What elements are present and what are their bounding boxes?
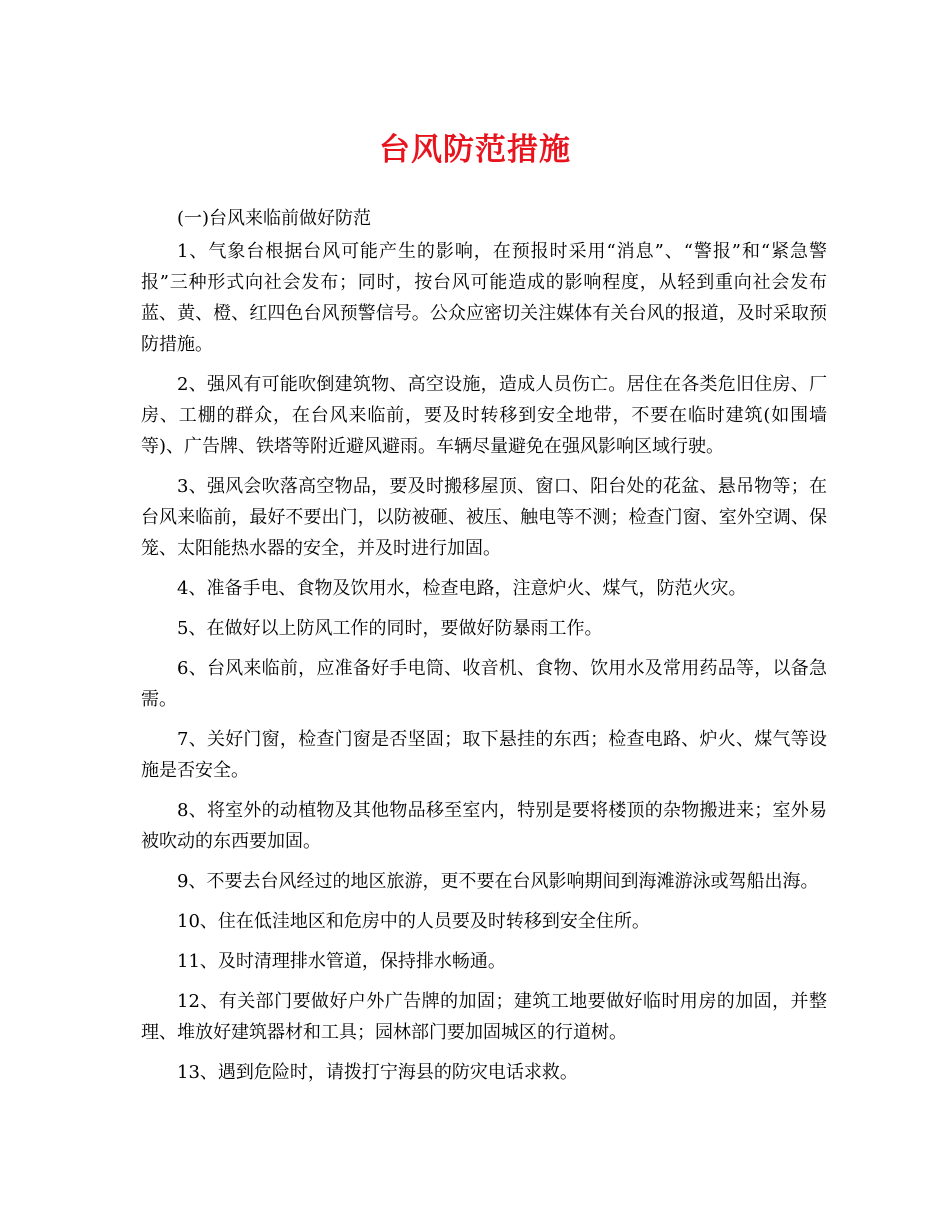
page-title: 台风防范措施 bbox=[379, 132, 571, 168]
list-item-11: 11、及时清理排水管道，保持排水畅通。 bbox=[177, 951, 506, 972]
document-body bbox=[141, 203, 827, 1097]
list-item-4: 4、准备手电、食物及饮用水，检查电路，注意炉火、煤气，防范火灾。 bbox=[177, 578, 747, 599]
list-item-13: 13、遇到危险时，请拨打宁海县的防灾电话求救。 bbox=[177, 1062, 578, 1083]
list-item-9: 9、不要去台风经过的地区旅游，更不要在台风影响期间到海滩游泳或驾船出海。 bbox=[177, 871, 819, 892]
list-item-10: 10、住在低洼地区和危房中的人员要及时转移到安全住所。 bbox=[177, 911, 650, 932]
list-item-2: 2、强风有可能吹倒建筑物、高空设施，造成人员伤亡。居住在各类危旧住房、厂房、工棚的群众，在台风来临前，要及时转移到安全地带，不要在临时建筑(如围墙等)、广告牌、铁塔等附近避风避雨。车辆尽量避免在强风影响区域行驶。 bbox=[141, 374, 827, 457]
list-item-1: 1、气象台根据台风可能产生的影响，在预报时采用“消息”、“警报”和“紧急警报”三种形式向社会发布；同时，按台风可能造成的影响程度，从轻到重向社会发布蓝、黄、橙、红四色台风预警信号。公众应密切关注媒体有关台风的报道，及时采取预防措施。 bbox=[141, 241, 827, 355]
list-item-8: 8、将室外的动植物及其他物品移至室内，特别是要将楼顶的杂物搬进来；室外易被吹动的东西要加固。 bbox=[141, 800, 827, 852]
list-item-6: 6、台风来临前，应准备好手电筒、收音机、食物、饮用水及常用药品等，以备急需。 bbox=[141, 658, 827, 710]
list-item-7: 7、关好门窗，检查门窗是否坚固；取下悬挂的东西；检查电路、炉火、煤气等设施是否安全。 bbox=[141, 729, 827, 781]
list-item-3: 3、强风会吹落高空物品，要及时搬移屋顶、窗口、阳台处的花盆、悬吊物等；在台风来临前，最好不要出门，以防被砸、被压、触电等不测；检查门窗、室外空调、保笼、太阳能热水器的安全，并及时进行加固。 bbox=[141, 476, 827, 559]
section-heading: (一)台风来临前做好防范 bbox=[177, 208, 372, 229]
list-item-12: 12、有关部门要做好户外广告牌的加固；建筑工地要做好临时用房的加固，并整理、堆放好建筑器材和工具；园林部门要加固城区的行道树。 bbox=[141, 991, 827, 1043]
list-item-5: 5、在做好以上防风工作的同时，要做好防暴雨工作。 bbox=[177, 618, 603, 639]
